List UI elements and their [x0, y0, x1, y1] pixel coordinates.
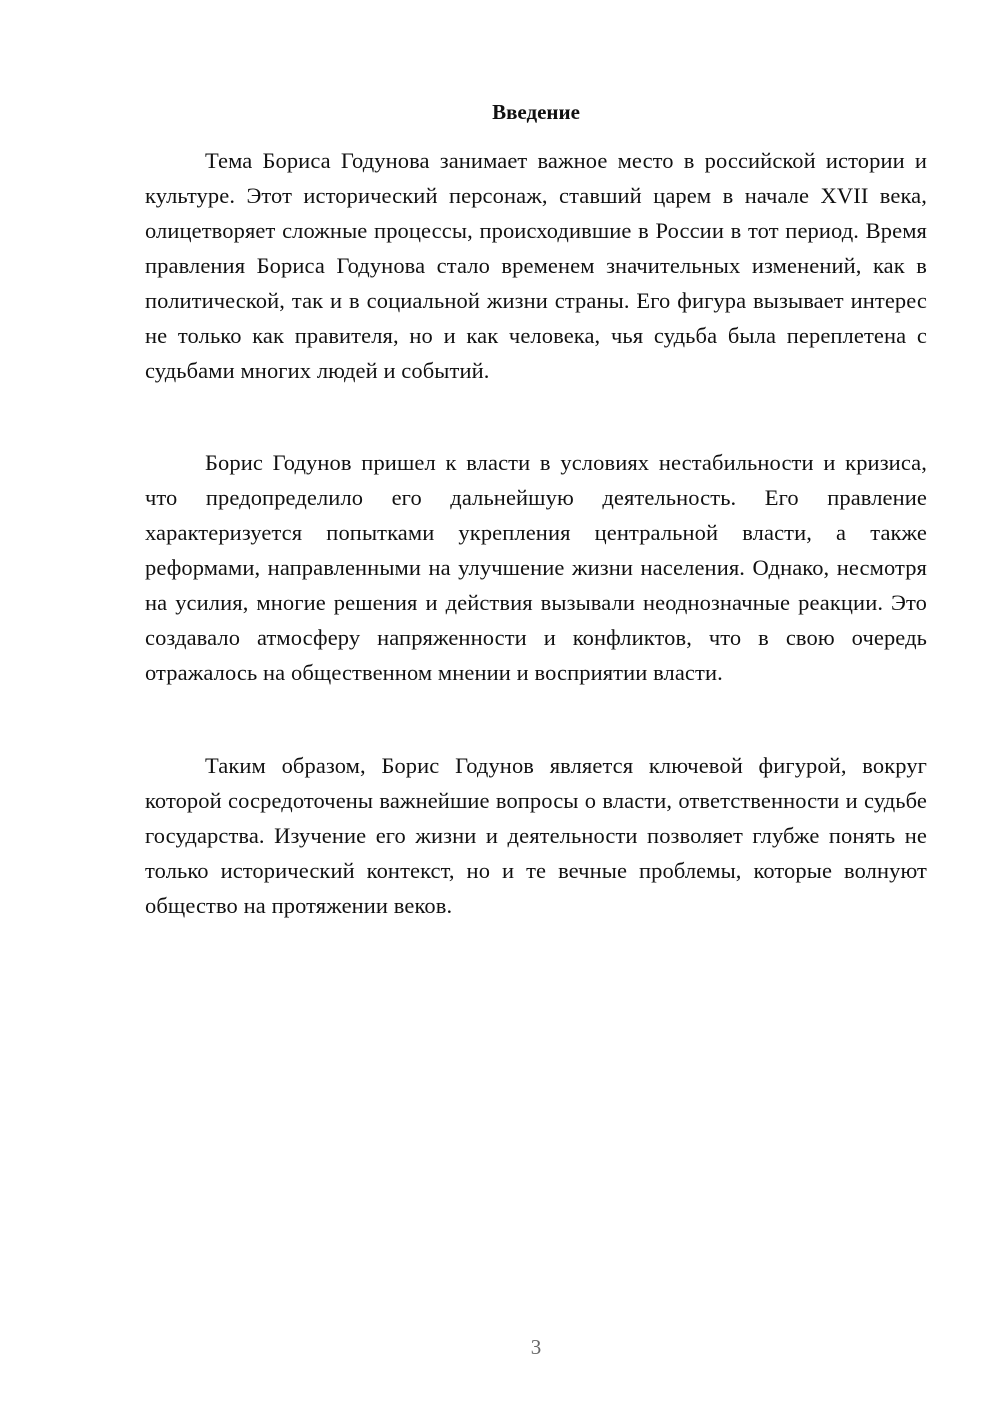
page-number: 3: [530, 1335, 542, 1359]
paragraph-1: Тема Бориса Годунова занимает важное место в российской истории и культуре. Этот исторический персонаж, ставший царем в начале XVII века, олицетворяет сложные процессы, происходившие в России в тот период. Время правления Бориса Годунова стало временем значительных изменений, как в политической, так и в социальной жизни страны. Его фигура вызывает интерес не только как правителя, но и как человека, чья судьба была переплетена с судьбами многих людей и событий.: [145, 148, 927, 383]
paragraph-3: Таким образом, Борис Годунов является ключевой фигурой, вокруг которой сосредоточены важнейшие вопросы о власти, ответственности и судьбе государства. Изучение его жизни и деятельности позволяет глубже понять не только исторический контекст, но и те вечные проблемы, которые волнуют общество на протяжении веков.: [145, 753, 927, 918]
section-heading: Введение: [492, 100, 580, 124]
paragraph-2: Борис Годунов пришел к власти в условиях нестабильности и кризиса, что предопределило его дальнейшую деятельность. Его правление характеризуется попытками укрепления центральной власти, а также реформами, направленными на улучшение жизни населения. Однако, несмотря на усилия, многие решения и действия вызывали неоднозначные реакции. Это создавало атмосферу напряженности и конфликтов, что в свою очередь отражалось на общественном мнении и восприятии власти.: [145, 450, 927, 685]
